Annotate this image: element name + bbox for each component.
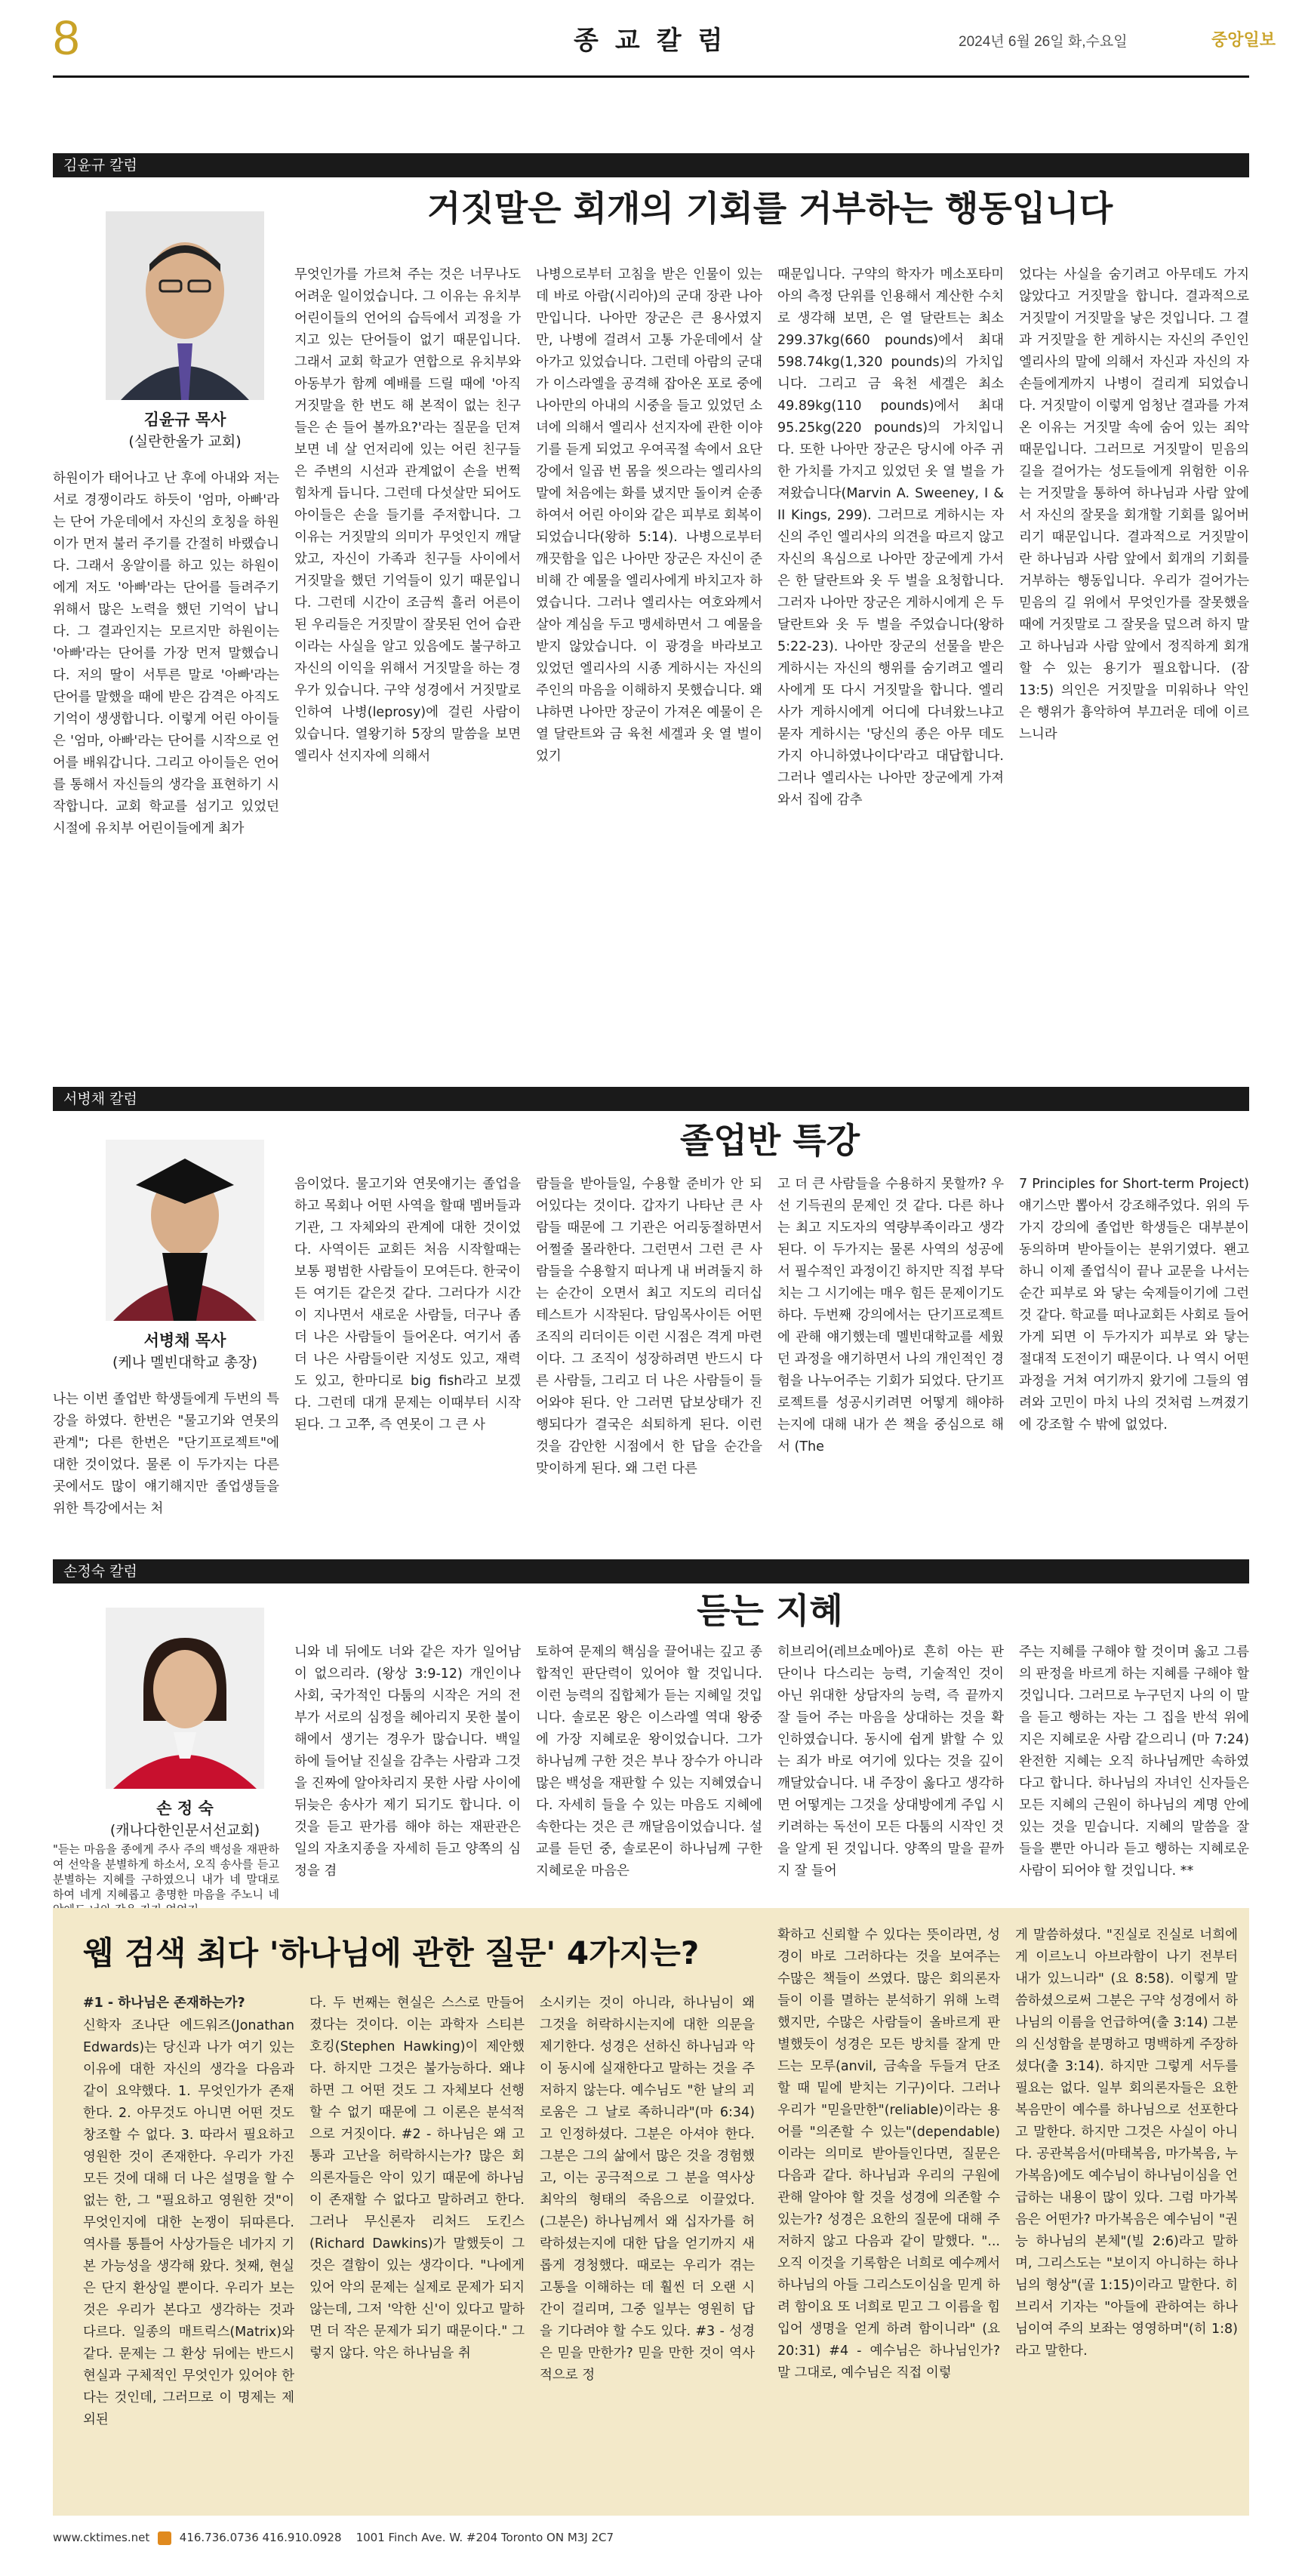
author-org-3: (캐나다한인문서선교회) <box>109 1822 260 1839</box>
author-name-1: 김윤규 목사 <box>143 411 226 429</box>
article-title-2: 졸업반 특강 <box>679 1120 860 1161</box>
header-rule <box>53 75 1249 78</box>
author-photo-2 <box>106 1140 264 1321</box>
article-2-col-1: 나는 이번 졸업반 학생들에게 두번의 특강을 하였다. 한번은 "물고기와 연못의 관계"; 다른 한번은 "단기프로젝트"에 대한 것이었다. 물론 이 두가지는 다른 곳에서도 많이 얘기해지만 졸업생들을 위한 특강에서는 처 <box>53 1392 279 1516</box>
article-2-col-2: 음이었다. 물고기와 연못얘기는 졸업을 하고 목회나 어떤 사역을 할때 멤버들과 기관, 그 자체와의 관계에 대한 것이었다. 사역이든 교회든 처음 시작할때는 보통 평범한 사람들이 모여든다. 한국이든 여기든 같은것 같다. 그러다가 시간이 지나면서 새로운 사람들, 더구나 좀더 나은 사람들이 들어온다. 여기서 좀 더 나은 사람들이란 지성도 있고, 재력도 있고, 한마디로 big fish라고 보겠다. 그런데 대개 문제는 이때부터 시작된다. 그 고쭈, 즉 연못이 그 큰 사 <box>294 1177 521 1433</box>
column-bar-label: 손정숙 칼럼 <box>63 1563 137 1580</box>
author-name-3: 손 정 숙 <box>156 1799 214 1817</box>
article-3-col-2: 니와 네 뒤에도 너와 같은 자가 일어남이 없으리라. (왕상 3:9-12) 개인이나 사회, 국가적인 다툼의 시작은 거의 전부가 서로의 심정을 헤아리지 못한 불이해에서 생기는 경우가 많습니다. 백일 하에 들어날 진실을 감추는 사람과 그것을 진짜에 알아차리지 못한 사람 사이에 뒤늦은 송사가 제기 되기도 합니다. 이것을 듣고 판가름 해야 하는 재판관은 일의 자초지종을 자세히 듣고 양쪽의 심정을 겸 <box>294 1645 521 1879</box>
column-bar-1 <box>53 153 1249 177</box>
column-bar-label: 김윤규 칼럼 <box>63 157 137 174</box>
feature-col-3: 소시키는 것이 아니라, 하나님이 왜 그것을 허락하시는지에 대한 의문을 제기한다. 성경은 선하신 하나님과 악이 동시에 실재한다고 말하는 것을 주저하지 않는다. 예수님도 "한 날의 괴로움은 그 날로 족하니라"(마 6:34)고 인정하셨다. 그분은 아셔야 한다. 그분은 그의 삶에서 많은 것을 경험했고, 이는 공극적으로 그 분을 역사상 최악의 형태의 죽음으로 이끌었다. (그분은) 하나님께서 왜 십자가를 허락하셨는지에 대한 답을 얻기까지 새롭게 경청했다. 때로는 우리가 겪는 고통을 이해하는 데 훨씬 더 오랜 시간이 걸리며, 그중 일부는 영원히 답을 기다려야 할 수도 있다. #3 - 성경은 믿을 만한가? 믿을 만한 것이 역사적으로 정 <box>540 1996 755 2383</box>
article-2-col-4: 고 더 큰 사람들을 수용하지 못할까? 우선 기득권의 문제인 것 같다. 다른 하나는 최고 지도자의 역량부족이라고 생각된다. 이 두가지는 물론 사역의 성공에서 필수적인 과정이긴 하지만 직접 부닥치는 그 시기에는 매우 힘든 문제이기도 하다. 두번째 강의에서는 단기프로젝트에 관해 얘기했는데 멜빈대학교를 세웠던 과정을 얘기하면서 나의 개인적인 경험을 나누어주는 기회가 되었다. 단기프로젝트를 성공시키려면 어떻게 해야하는지에 대해 내가 쓴 책을 중심으로 해서 (The <box>777 1177 1004 1454</box>
footer <box>53 2531 614 2545</box>
page-number: 8 <box>53 11 80 65</box>
article-1-col-2: 무엇인가를 가르쳐 주는 것은 너무나도 어려운 일이었습니다. 그 이유는 유치부 어린이들의 언어의 습득에서 괴정을 가지고 있는 단어들이 없기 때문입니다. 그래서 교회 학교가 연합으로 유치부와 아동부가 함께 예배를 드릴 때에 '아직 거짓말을 한 번도 해 본적이 없는 친구들은 손 들어 볼까요?'라는 질문을 던져 보면 네 살 언저리에 있는 어린 친구들은 주변의 시선과 관계없이 손을 번쩍 힘차게 듭니다. 그런데 다섯살만 되어도 아이들은 손을 들기를 주저합니다. 그 이유는 거짓말의 의미가 무엇인지 깨달았고, 자신이 가족과 친구들 사이에서 거짓말을 했던 기억들이 있기 때문입니다. 그런데 시간이 조금씩 흘러 어른이 된 우리들은 거짓말이 잘못된 언어 습관이라는 사실을 알고 있음에도 불구하고 자신의 이익을 위해서 거짓말을 하는 경우가 있습니다. 구약 성경에서 거짓말로 인하여 나병(leprosy)에 걸린 사람이 있습니다. 열왕기하 5장의 말씀을 보면 엘리사 선지자에 의해서 <box>294 267 521 764</box>
article-3-col-3: 토하여 문제의 핵심을 끌어내는 깊고 종합적인 판단력이 있어야 할 것입니다. 이런 능력의 집합체가 듣는 지혜일 것입니다. 솔로몬 왕은 이스라엘 역대 왕중에 가장 지혜로운 왕이었습니다. 그가 하나님께 구한 것은 부나 장수가 아니라 많은 백성을 재판할 수 있는 지혜였습니다. 자세히 들을 수 있는 마음도 지혜에 속한다는 것은 큰 깨달음이었습니다. 설교를 듣던 중, 솔로몬이 하나님께 구한 지혜로운 마음은 <box>536 1645 762 1879</box>
article-title-3: 듣는 지혜 <box>697 1590 843 1631</box>
article-2-col-3: 람들을 받아들일, 수용할 준비가 안 되어있다는 것이다. 갑자기 나타난 큰 사람들 때문에 그 기관은 어리둥절하면서 어쩔줄 몰라한다. 그런면서 그런 큰 사람들을 수용할지 떠나게 내 버려둘지 하는 순간이 오면서 최고 지도의 리더십 테스트가 시작된다. 담임목사이든 어떤 조직의 리더이든 이런 시점은 격게 마련이다. 그 조직이 성장하려면 반드시 다른 사람들, 그리고 더 나은 사람들이 들어와야 된다. 안 그러면 답보상태가 진행되다가 결국은 쇠퇴하게 된다. 이런 것을 감안한 시점에서 한 답을 순간을 맞이하게 된다. 왜 그런 다른 <box>536 1177 762 1476</box>
feature-col-2: 다. 두 번째는 현실은 스스로 만들어졌다는 것이다. 이는 과학자 스티븐 호킹(Stephen Hawking)이 제안했다. 하지만 그것은 불가능하다. 왜냐하면 그 어떤 것도 그 자체보다 선행할 수 없기 때문에 그 이론은 분석적으로 거짓이다. #2 - 하나님은 왜 고통과 고난을 허락하시는가? 많은 회의론자들은 악이 있기 때문에 하나님이 존재할 수 없다고 말하려고 한다. 그러나 무신론자 리처드 도킨스(Richard Dawkins)가 말했듯이 그것은 결함이 있는 생각이다. "나에게 있어 악의 문제는 실제로 문제가 되지 않는데, 그저 '악한 신'이 있다고 말하면 더 작은 문제가 되기 때문이다." 그렇지 않다. 악은 하나님을 취 <box>309 1996 525 2361</box>
newspaper-logo: 중앙일보 <box>1211 31 1276 50</box>
phone-icon <box>158 2531 171 2545</box>
author-name-2: 서병채 목사 <box>143 1331 226 1350</box>
footer-phones: 416.736.0736 416.910.0928 <box>179 2531 342 2544</box>
dateline: 2024년 6월 26일 화,수요일 <box>959 34 1128 50</box>
feature-title: 웹 검색 최다 '하나님에 관한 질문' 4가지는? <box>83 1934 700 1971</box>
footer-url: www.cktimes.net <box>53 2531 150 2544</box>
author-org-1: (실란한울가 교회) <box>128 433 242 450</box>
author-org-2: (케나 멜빈대학교 총장) <box>112 1354 258 1371</box>
article-1-col-5: 었다는 사실을 숨기려고 아무데도 가지 않았다고 거짓말을 합니다. 결과적으로 거짓말이 거짓말을 낳은 것입니다. 그 결과 거짓말을 한 게하시는 자신의 주인인 엘리사의 말에 의해서 자신과 자신의 자손들에게까지 나병이 걸리게 되었습니다. 거짓말이 이렇게 엄청난 결과를 가져온 이유는 거짓말 속에 숨어 있는 죄악 때문입니다. 그러므로 거짓말이 믿음의 길을 걸어가는 성도들에게 위험한 이유는 거짓말을 통하여 하나님과 사람 앞에서 자신의 잘못을 회개할 기회를 잃어버리기 때문입니다. 결과적으로 거짓말이란 하나님과 사람 앞에서 회개의 기회를 거부하는 행동입니다. 우리가 걸어가는 믿음의 길 위에서 무엇인가를 잘못했을 때에 거짓말로 그 잘못을 덮으려 하지 말고 하나님과 사람 앞에서 정직하게 회개할 수 있는 용기가 필요합니다. (잠 13:5) 의인은 거짓말을 미워하나 악인은 행위가 흉악하여 부끄러운 데에 이르느니라 <box>1019 267 1249 742</box>
article-3-col-5: 주는 지혜를 구해야 할 것이며 옳고 그름의 판정을 바르게 하는 지혜를 구해야 할 것입니다. 그러므로 누구던지 나의 이 말을 듣고 행하는 자는 그 집을 반석 위에 지은 지혜로운 사람 같으리니 (마 7:24) 완전한 지혜는 오직 하나님께만 속하였다고 합니다. 하나님의 자녀인 신자들은 모든 지혜의 근원이 하나님의 계명 안에 있는 것을 믿습니다. 지혜의 말씀을 잘 들을 뿐만 아니라 듣고 행하는 지혜로운 사람이 되어야 할 것입니다. ** <box>1019 1645 1249 1879</box>
column-bar-2 <box>53 1087 1249 1111</box>
column-bar-label: 서병채 칼럼 <box>63 1091 137 1107</box>
feature-question-1: #1 - 하나님은 존재하는가? <box>83 1996 245 2011</box>
article-1-col-4: 때문입니다. 구약의 학자가 메소포타미아의 측정 단위를 인용해서 계산한 수치로 생각해 보면, 은 열 달란트는 최소 299.37kg(660 pounds)에서 최대 598.74kg(1,320 pounds)의 가치입니다. 그리고 금 육천 세겔은 최소 49.89kg(110 pounds)에서 최대 95.25kg(220 pounds)의 가치입니다. 또한 나아만 장군은 당시에 아주 귀한 가치를 가지고 있었던 옷 열 벌을 가져왔습니다(Marvin A. Sweeney, I & II Kings, 299). 그러므로 게하시는 자신의 주인 엘리사의 의견을 따르지 않고 자신의 욕심으로 나아만 장군에게 가서 은 한 달란트와 옷 두 벌을 요청합니다. 그러자 나아만 장군은 게하시에게 은 두 달란트와 옷 두 벌을 주었습니다(왕하 5:22-23). 나아만 장군의 선물을 받은 게하시는 자신의 행위를 숨기려고 엘리사에게 또 다시 거짓말을 합니다. 엘리사가 게하시에게 어디에 다녀왔느냐고 묻자 게하시는 '당신의 종은 아무 데도 가지 아니하였나이다'라고 대답합니다. 그러나 엘리사는 나아만 장군에게 가져와서 집에 감추 <box>777 267 1004 808</box>
column-bar-3 <box>53 1559 1249 1583</box>
article-2-col-5: 7 Principles for Short-term Project) 얘기스만 뽑아서 강조해주었다. 위의 두가지 강의에 졸업반 학생들은 대부분이 동의하며 받아들이는 분위기였다. 왠고하니 이제 졸업식이 끝나 교문을 나서는 순간 피부로 와 닿는 숙제들이기에 그런 것 같다. 학교를 떠나교회든 사회로 들어가게 되면 이 두가지가 피부로 와 닿는 절대적 도전이기 때문이다. 나 역시 어떤 과정을 거쳐 여기까지 왔기에 그들의 염려와 고민이 마치 나의 것처럼 느껴졌기에 강조할 수 밖에 없었다. <box>1019 1177 1249 1433</box>
article-title-1: 거짓말은 회개의 기회를 거부하는 행동입니다 <box>426 188 1113 229</box>
author-photo-1 <box>106 211 264 400</box>
section-title: 종교칼럼 <box>574 26 740 56</box>
footer-address: 1001 Finch Ave. W. #204 Toronto ON M3J 2C7 <box>356 2531 614 2544</box>
feature-col-4: 확하고 신뢰할 수 있다는 뜻이라면, 성경이 바로 그러하다는 것을 보여주는 수많은 책들이 쓰였다. 많은 회의론자들이 이를 멸하는 분석하기 위해 노력했지만, 수많은 사람들이 올바르게 판별했듯이 성경은 모든 방치를 잘게 만드는 모루(anvil, 금속을 두들겨 단조할 때 밑에 받치는 기구)이다. 그러나 우리가 "믿을만한"(reliable)이라는 용어를 "의존할 수 있는"(dependable)이라는 의미로 받아들인다면, 질문은 다음과 같다. 하나님과 우리의 구원에 관해 알아야 할 것을 성경에 의존할 수 있는가? 성경은 요한의 질문에 대해 주저하지 않고 다음과 같이 말했다. "... 오직 이것을 기록함은 너희로 예수께서 하나님의 아들 그리스도이심을 믿게 하려 함이요 또 너희로 믿고 그 이름을 힘입어 생명을 얻게 하려 함이니라" (요 20:31) #4 - 예수님은 하나님인가? 말 그대로, 예수님은 직접 이렇 <box>777 1928 1000 2381</box>
article-3-col-4: 히브리어(레브쇼메아)로 흔히 아는 판단이나 다스리는 능력, 기술적인 것이 아닌 위대한 상담자의 능력, 즉 끝까지 잘 들어 주는 마음을 상대하는 것을 확인하였습니다. 동시에 쉽게 밝할 수 있는 죄가 바로 여기에 있다는 것을 깊이 깨달았습니다. 내 주장이 옳다고 생각하면 어떻게는 그것을 상대방에게 주입 시키려하는 독선이 모든 다툼의 시작인 것을 알게 된 것입니다. 양쪽의 말을 끝까지 잘 들어 <box>777 1645 1004 1879</box>
author-photo-3 <box>106 1608 264 1789</box>
article-1-col-1: 하원이가 태어나고 난 후에 아내와 저는 서로 경쟁이라도 하듯이 '엄마, 아빠'라는 단어 가운데에서 자신의 호칭을 하원이가 먼저 불러 주기를 간절히 바랬습니다. 그래서 옹알이를 하고 있는 하원이에게 저도 '아빠'라는 단어를 들려주기 위해서 많은 노력을 했던 기억이 납니다. 그 결과인지는 모르지만 하원이는 '아빠'라는 단어를 가장 먼저 말했습니다. 저의 딸이 서투른 말로 '아빠'라는 단어를 말했을 때에 받은 감격은 아직도 기억이 생생합니다. 이렇게 어린 아이들은 '엄마, 아빠'라는 단어를 시작으로 언어를 배워갑니다. 그리고 아이들은 언어를 통해서 자신들의 생각을 표현하기 시작합니다. 교회 학교를 섬기고 있었던 시절에 유치부 어린이들에게 최가 <box>53 471 279 836</box>
feature-col-1: 신학자 조나단 에드워즈(Jonathan Edwards)는 당신과 나가 여기 있는 이유에 대한 자신의 생각을 다음과 같이 요약했다. 1. 무엇인가가 존재한다. 2. 아무것도 아니면 어떤 것도 창조할 수 없다. 3. 따라서 필요하고 영원한 것이 존재한다. 우리가 가진 모든 것에 대해 더 나은 설명을 할 수 없는 한, 그 "필요하고 영원한 것"이 무엇인지에 대한 논쟁이 뒤따른다. 역사를 통틀어 사상가들은 네가지 기본 가능성을 생각해 왔다. 첫째, 현실은 단지 환상일 뿐이다. 우리가 보는 것은 우리가 본다고 생각하는 것과 다르다. 일종의 매트릭스(Matrix)와 같다. 문제는 그 환상 뒤에는 반드시 현실과 구체적인 무엇인가 있어야 한다는 것인데, 그러므로 이 명제는 제외된 <box>83 2018 294 2427</box>
article-1-col-3: 나병으로부터 고침을 받은 인물이 있는데 바로 아람(시리아)의 군대 장관 나아만입니다. 나아만 장군은 큰 용사였지만, 나병에 걸려서 고통 가운데에서 살아가고 있었습니다. 그런데 아람의 군대가 이스라엘을 공격해 잡아온 포로 중에 나아만의 아내의 시중을 들고 있었던 소녀에 의해서 엘리사 선지자에 관한 이야기를 듣게 되었고 우여곡절 속에서 요단 강에서 일곱 번 몸을 씻으라는 엘리사의 말에 처음에는 화를 냈지만 돌이켜 순종하여서 어린 아이와 같은 피부로 회복이 되었습니다(왕하 5:14). 나병으로부터 깨끗함을 입은 나아만 장군은 자신이 준비해 간 예물을 엘리사에게 바치고자 하였습니다. 그러나 엘리사는 여호와께서 살아 계심을 두고 맹세하면서 그 예물을 받지 않았습니다. 이 광경을 바라보고 있었던 엘리사의 시종 게하시는 자신의 주인의 마음을 이해하지 못했습니다. 왜냐하면 나아만 장군이 가져온 예물이 은 열 달란트와 금 육천 세겔과 옷 열 벌이었기 <box>536 267 762 764</box>
article-3-col-1: "듣는 마음을 종에게 주사 주의 백성을 재판하여 선악을 분별하게 하소서, 오직 송사를 듣고 분별하는 지혜를 구하였으니 내가 네 말대로 하여 네게 지혜롭고 총명한 마음을 주노니 네 <box>53 1842 279 1901</box>
feature-col-5: 게 말씀하셨다. "진실로 진실로 너희에게 이르노니 아브라함이 나기 전부터 내가 있느니라" (요 8:58). 이렇게 말씀하셨으로써 그분은 구약 성경에서 하나님의 이름을 언급하여(출 3:14) 그분의 신성함을 분명하고 명백하게 주장하셨다(출 3:14). 하지만 그렇게 서두를 필요는 없다. 일부 회의론자들은 요한복음만이 예수를 하나님으로 선포한다고 말한다. 하지만 그것은 사실이 아니다. 공관복음서(마태복음, 마가복음, 누가복음)에도 예수님이 하나님이심을 언급하는 내용이 많이 있다. 그럼 마가복음은 어떤가? 마가복음은 예수님이 "권능 하나님의 본체"(빌 2:6)라고 말하며, 그리스도는 "보이지 아니하는 하나님의 형상"(골 1:15)이라고 말한다. 히브리서 기자는 "아들에 관하여는 하나님이여 주의 보좌는 영영하며"(히 1:8)라고 말한다. <box>1015 1928 1238 2359</box>
